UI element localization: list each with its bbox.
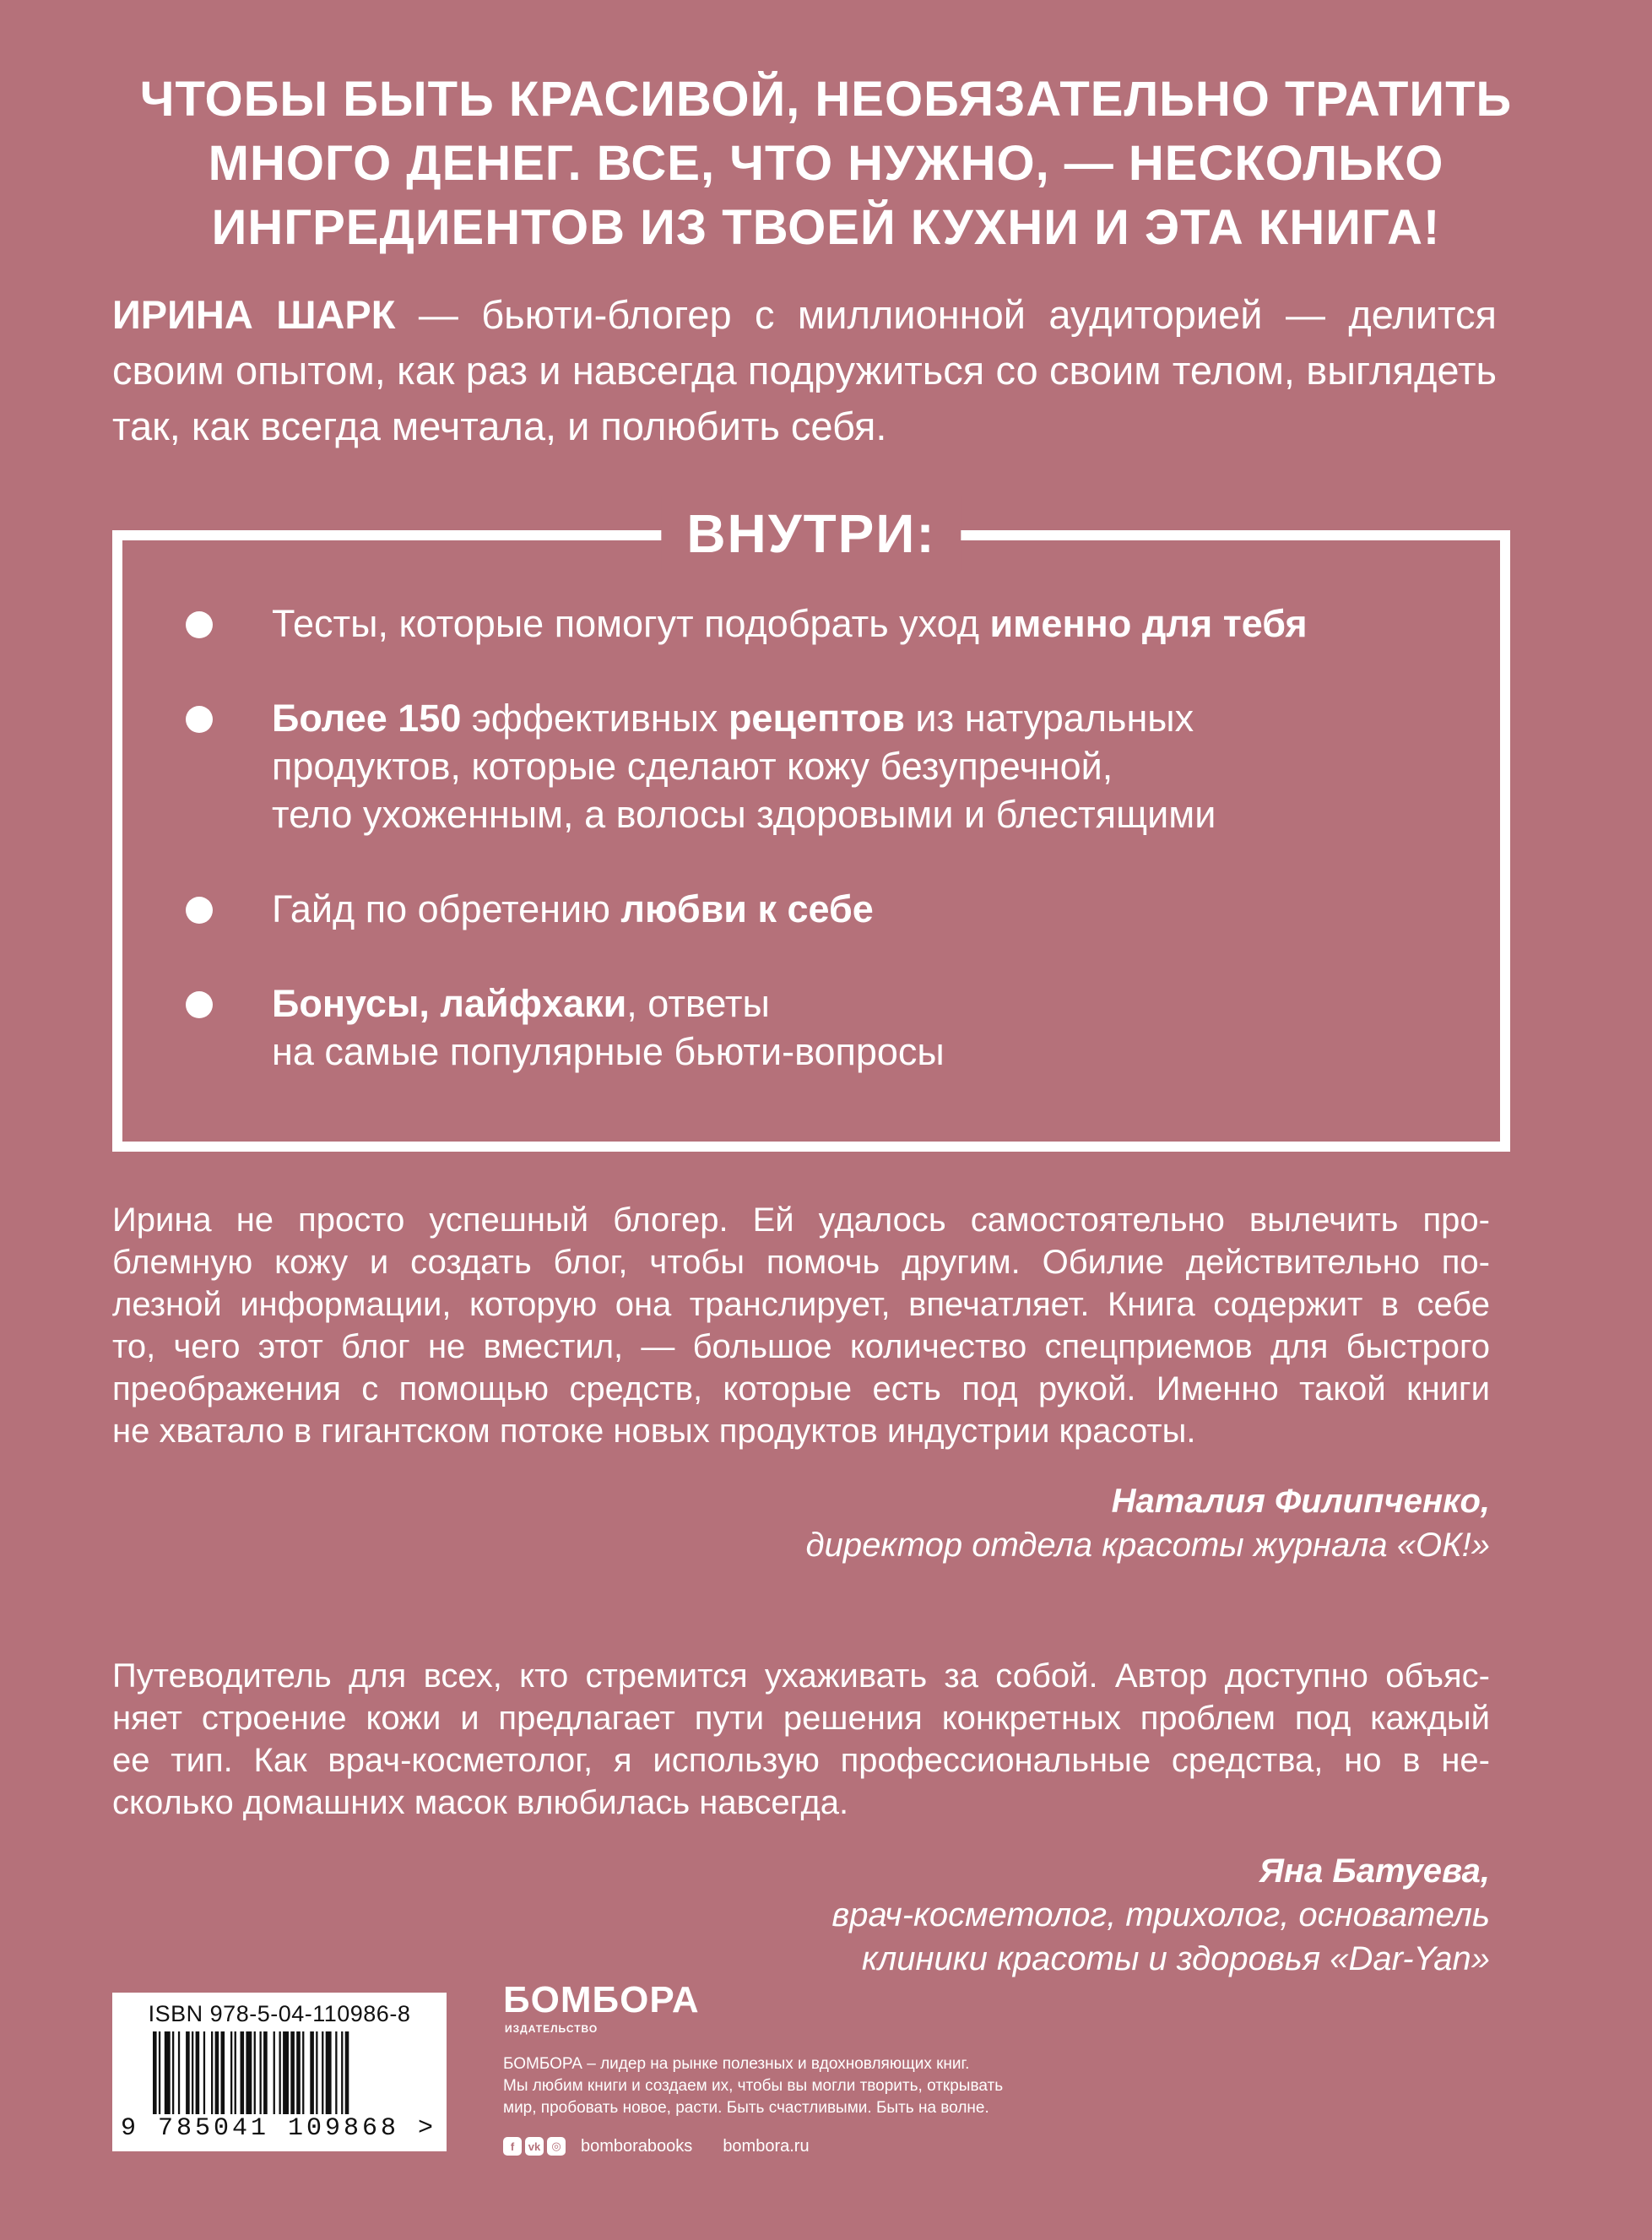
inside-title: ВНУТРИ: [661,496,961,571]
item-bold: Более 150 [272,697,462,740]
barcode-icon [153,2031,406,2114]
quote-line: лезной информации, которую она транслирует, впечатляет. Книга содержит в себе [112,1286,1490,1323]
isbn-label: ISBN 978-5-04-110986-8 [148,2001,411,2026]
list-item [186,979,1477,1076]
publisher-text-line: Мы любим книги и создаем их, чтобы вы могли творить, открывать [503,2077,1004,2095]
publisher-text-line: мир, пробовать новое, расти. Быть счастливыми. Быть на волне. [503,2099,989,2117]
item-bold: Бонусы, лайфхаки [272,982,627,1025]
quote-role: клиники красоты и здоровья «Dar-Yan» [861,1940,1490,1977]
vk-icon[interactable]: vk [525,2137,544,2156]
website-link[interactable]: bombora.ru [723,2136,810,2156]
item-text: эффективных [461,697,729,740]
bullet-icon [186,706,213,733]
quote-role: директор отдела красоты журнала «ОК!» [805,1527,1490,1564]
facebook-icon[interactable]: f [503,2137,522,2156]
social-handle[interactable]: bomborabooks [581,2136,693,2156]
list-item [186,694,1477,838]
bullet-icon [186,897,213,924]
item-text: , ответы [626,982,770,1025]
inside-list [186,599,1477,1122]
publisher-logo: БОМБОРА [503,1979,700,2020]
headline-line: ИНГРЕДИЕНТОВ ИЗ ТВОЕЙ КУХНИ И ЭТА КНИГА! [211,200,1441,255]
quote-line: сколько домашних масок влюбилась навсегда. [112,1784,849,1821]
publisher-description [503,2053,1003,2119]
quote-author: Наталия Филипченко, [1111,1483,1490,1520]
headline-line: МНОГО ДЕНЕГ. ВСЕ, ЧТО НУЖНО, — НЕСКОЛЬКО [208,136,1444,191]
publisher-subtitle: ИЗДАТЕЛЬСТВО [505,2023,599,2035]
list-item [186,885,1477,933]
item-line: тело ухоженным, а волосы здоровыми и блестящими [272,793,1216,836]
publisher-text-line: БОМБОРА – лидер на рынке полезных и вдохновляющих книг. [503,2055,970,2073]
quote-line: Ирина не просто успешный блогер. Ей удалось самостоятельно вылечить про- [112,1201,1490,1239]
quote-line: преображения с помощью средств, которые есть под рукой. Именно такой книги [112,1370,1490,1407]
quote-line: то, чего этот блог не вместил, — большое количество спецприемов для быстрого [112,1328,1490,1365]
item-text: Тесты, которые помогут подобрать уход [272,602,990,645]
item-text: Гайд по обретению [272,887,621,930]
bullet-icon [186,991,213,1018]
item-line: продуктов, которые сделают кожу безупречной, [272,745,1113,788]
item-line [272,885,1477,933]
quote-line: ее тип. Как врач-косметолог, я использую профессиональные средства, но в не- [112,1742,1490,1779]
quote-1-attribution [806,1479,1490,1567]
item-bold: именно для тебя [989,602,1308,645]
social-row [503,2134,810,2158]
item-bold: рецептов [728,697,905,740]
quote-role: врач-косметолог, трихолог, основатель [831,1896,1490,1934]
list-item [186,599,1477,648]
item-line [272,599,1477,648]
headline-line: ЧТОБЫ БЫТЬ КРАСИВОЙ, НЕОБЯЗАТЕЛЬНО ТРАТИТЬ [139,72,1513,127]
quote-2 [112,1655,1490,1824]
bullet-icon [186,611,213,638]
inside-box [112,503,1510,1152]
instagram-icon[interactable]: ◎ [547,2137,566,2156]
quote-2-attribution [831,1849,1490,1981]
item-bold: любви к себе [620,887,874,930]
headline [118,68,1534,260]
intro-text: — бьюти-блогер с миллионной аудиторией — делится своим опытом, как раз и навсегда подружиться со своим телом, выглядеть так, как всегда мечтала, и полюбить себя. [112,292,1498,448]
quote-author: Яна Батуева, [1259,1852,1490,1890]
intro-paragraph [112,287,1497,454]
intro-author: ИРИНА ШАРК [112,292,396,337]
quote-line: Путеводитель для всех, кто стремится ухаживать за собой. Автор доступно объяс- [112,1657,1490,1695]
quote-line: не хватало в гигантском потоке новых продуктов индустрии красоты. [112,1413,1196,1450]
quote-line: няет строение кожи и предлагает пути решения конкретных проблем под каждый [112,1700,1490,1737]
item-line [272,979,1477,1028]
item-text: из натуральных [904,697,1194,740]
isbn-digits: 9 785041 109868 > [121,2114,437,2143]
quote-line: блемную кожу и создать блог, чтобы помочь другим. Обилие действительно по- [112,1244,1490,1281]
item-line: на самые популярные бьюти-вопросы [272,1030,945,1073]
quote-1 [112,1199,1490,1452]
item-line [272,694,1477,742]
isbn-barcode-box [112,1993,447,2151]
